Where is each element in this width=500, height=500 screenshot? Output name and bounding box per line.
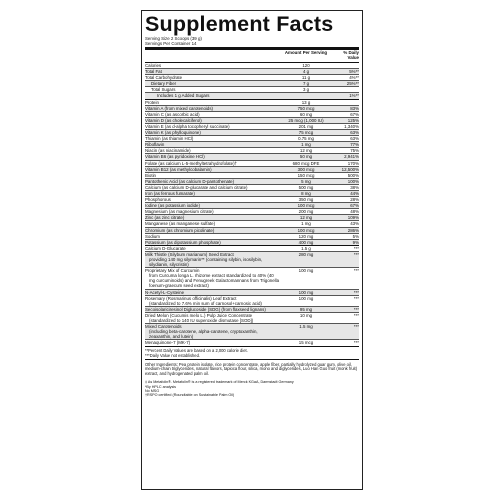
amount-per-serving: 280 mg xyxy=(298,251,314,257)
amount-per-serving: 100 mcg xyxy=(297,203,315,209)
nutrient-row xyxy=(145,178,359,184)
nutrient-name xyxy=(145,185,281,190)
daily-value: 5% xyxy=(352,233,359,239)
daily-value: 83% xyxy=(350,105,359,111)
nutrient-row xyxy=(145,202,359,208)
nutrient-row xyxy=(145,92,359,98)
nutrient-row xyxy=(145,190,359,196)
daily-value: 43% xyxy=(350,221,359,227)
nutrient-row xyxy=(145,323,359,339)
amount-per-serving: 12 mg xyxy=(299,215,313,221)
daily-value: 286% xyxy=(347,227,359,233)
daily-value: 100% xyxy=(347,178,359,184)
nutrient-name xyxy=(145,106,281,111)
amount-per-serving: 300 mcg xyxy=(297,166,315,172)
nutrient-row xyxy=(145,63,359,68)
nutrient-name xyxy=(145,161,281,166)
amount-per-serving: 500 mg xyxy=(298,184,314,190)
nutrient-name xyxy=(145,124,281,129)
nutrient-label: Secoisolariciresinol Diglucoside (SDG) (from flaxseed lignans) xyxy=(145,306,266,312)
nutrient-label: Calcium D-Glucarate xyxy=(145,245,186,251)
nutrient-row xyxy=(145,312,359,323)
nutrient-name xyxy=(145,197,281,202)
nutrient-row xyxy=(145,196,359,202)
daily-value: 25%** xyxy=(346,81,359,87)
nutrient-name xyxy=(145,173,281,178)
nutrient-row xyxy=(145,267,359,288)
amount-per-serving: 100 mcg xyxy=(297,227,315,233)
nutrient-name xyxy=(145,75,281,80)
dv-header: % Daily Value xyxy=(343,50,359,61)
nutrient-row xyxy=(145,80,359,86)
nutrient-name xyxy=(145,221,281,226)
daily-value: 67% xyxy=(350,203,359,209)
nutrient-name xyxy=(145,296,281,306)
nutrient-row xyxy=(145,68,359,74)
nutrient-row xyxy=(145,160,359,166)
nutrient-row xyxy=(145,74,359,80)
column-header xyxy=(145,50,359,62)
amount-per-serving: 5 mg xyxy=(301,178,311,184)
nutrient-label: Manganese (as manganese sulfate) xyxy=(145,221,216,227)
nutrient-name xyxy=(145,63,281,68)
daily-value: 170% xyxy=(347,160,359,166)
nutrient-row xyxy=(145,111,359,117)
nutrient-label: Milk Thistle (Silybum marianum) Seed Extract xyxy=(145,251,234,257)
serving-size: Serving Size 2 Scoops (39 g) xyxy=(145,36,202,41)
daily-value: *** xyxy=(353,289,359,295)
nutrient-row xyxy=(145,172,359,178)
amount-per-serving: 13 g xyxy=(301,99,311,105)
nutrient-name xyxy=(145,142,281,147)
footnote: ***Daily Value not established. xyxy=(145,352,200,358)
nutrient-row xyxy=(145,100,359,105)
nutrient-name xyxy=(145,290,281,295)
amount-per-serving xyxy=(281,93,331,98)
supplement-facts-panel xyxy=(141,10,363,490)
amount-per-serving: 7 g xyxy=(302,81,310,87)
nutrient-row xyxy=(145,105,359,111)
nutrient-row xyxy=(145,227,359,233)
nutrient-row xyxy=(145,251,359,267)
nutrient-label: Chromium (as chromium picolinate) xyxy=(145,227,215,233)
nutrient-label: Vitamin K (as phylloquinone) xyxy=(145,130,201,136)
nutrient-row xyxy=(145,123,359,129)
nutrient-label: Includes 1 g Added Sugars xyxy=(157,93,210,99)
amount-per-serving: 12 mg xyxy=(299,148,313,154)
nutrient-name xyxy=(145,167,281,172)
nutrient-label: N-Acetyl-L-Cysteine xyxy=(145,289,185,295)
nutrient-label: Biotin xyxy=(145,172,156,178)
nutrient-name xyxy=(145,154,281,159)
nutrient-row xyxy=(145,129,359,135)
nutrient-row xyxy=(145,147,359,153)
daily-value: *** xyxy=(353,312,359,318)
amount-per-serving: 10 mg xyxy=(299,312,313,318)
nutrient-row xyxy=(145,184,359,190)
nutrient-row xyxy=(145,208,359,214)
nutrient-name xyxy=(145,209,281,214)
daily-value xyxy=(331,87,359,92)
nutrient-row xyxy=(145,295,359,306)
nutrient-label: Thiamin (as thiamin HCl) xyxy=(145,136,194,142)
nutrient-name xyxy=(145,179,281,184)
nutrient-row xyxy=(145,135,359,141)
amount-per-serving: 60 mg xyxy=(299,111,313,117)
nutrient-label: Sodium xyxy=(145,233,160,239)
nutrient-row xyxy=(145,220,359,226)
footnotes xyxy=(145,347,359,358)
nutrient-name xyxy=(145,81,281,86)
nutrient-name xyxy=(145,234,281,239)
daily-value: *** xyxy=(353,324,359,330)
nutrient-detail: (standardized to 7.6% min sum of carnosol+carnosic acid) xyxy=(149,300,262,306)
amount-per-serving: 75 mcg xyxy=(298,130,314,136)
nutrient-row xyxy=(145,306,359,312)
nutrient-name xyxy=(145,340,281,345)
amount-per-serving: 3 g xyxy=(302,87,310,93)
nutrient-label: Vitamin D (as cholecalciferol) xyxy=(145,117,202,123)
daily-value: 109% xyxy=(347,215,359,221)
other-ingredients: Other Ingredients: Pea protein isolate, rice protein concentrate, apple fiber, partially hydrolyzed guar gum, olive oil, medium-chain triglycerides, natural flavors, tapioca flour, silica, mono and diglycerides, Luo Han Guo fruit (monk fruit) extract, and hydrogenated palm oil. xyxy=(145,361,358,377)
nutrient-label: Total Fat xyxy=(145,69,162,75)
nutrient-name xyxy=(145,100,281,105)
nutrient-name xyxy=(145,118,281,123)
amount-header: Amount Per Serving xyxy=(284,50,328,56)
trademark-note: No MSG xyxy=(145,389,160,394)
nutrient-label: Menaquinone-7 (MK-7) xyxy=(145,340,191,346)
nutrient-detail: from Curcuma longa L. rhizome extract standardized to 40% (40 mg curcuminoids) and Fenugreek Galactomannans from Trigonella foenum-graecum seed extract) xyxy=(149,273,280,289)
daily-value xyxy=(331,100,359,105)
amount-per-serving: 0.75 mg xyxy=(298,136,314,142)
nutrient-row xyxy=(145,214,359,220)
amount-per-serving: 350 mg xyxy=(298,197,314,203)
nutrient-row xyxy=(145,86,359,92)
daily-value: 125% xyxy=(347,117,359,123)
amount-per-serving: 120 mg xyxy=(298,233,314,239)
nutrient-label: Vitamin B6 (as pyridoxine HCl) xyxy=(145,154,205,160)
daily-value: *** xyxy=(353,251,359,257)
nutrient-label: Riboflavin xyxy=(145,142,165,148)
amount-per-serving: 100 mg xyxy=(298,289,314,295)
nutrient-label: Potassium (as dipotassium phosphate) xyxy=(145,239,221,245)
nutrient-label: Vitamin C (as ascorbic acid) xyxy=(145,111,200,117)
footnote-rule xyxy=(145,359,359,360)
nutrient-name xyxy=(145,93,281,98)
nutrient-row xyxy=(145,289,359,295)
daily-value: 12,500% xyxy=(341,166,359,172)
amount-per-serving: 680 mcg DFE xyxy=(292,160,320,166)
nutrient-name xyxy=(145,324,281,339)
nutrient-detail: providing 140 mg silymarin** (containing silybin, isosilybin, silydianin, silycristin) xyxy=(149,257,263,268)
nutrient-table xyxy=(145,63,359,346)
daily-value: 44% xyxy=(350,190,359,196)
daily-value: *** xyxy=(353,245,359,251)
nutrient-name xyxy=(145,130,281,135)
nutrient-row xyxy=(145,141,359,147)
footnote: **Percent Daily Values are based on a 2,000 calorie diet. xyxy=(145,347,248,353)
daily-value xyxy=(331,63,359,68)
amount-per-serving: 750 mcg xyxy=(297,105,315,111)
nutrient-label: Magnesium (as magnesium citrate) xyxy=(145,209,214,215)
nutrient-row xyxy=(145,117,359,123)
nutrient-name xyxy=(145,191,281,196)
nutrient-name xyxy=(145,136,281,141)
daily-value: 63% xyxy=(350,130,359,136)
daily-value: 28% xyxy=(350,197,359,203)
daily-value: 1,340% xyxy=(344,123,359,129)
daily-value: *** xyxy=(353,340,359,346)
amount-per-serving: 1 mg xyxy=(301,142,311,148)
daily-value: 4%** xyxy=(349,75,359,81)
nutrient-detail: (including beta-carotene, alpha-carotene, cryptoxanthin, zeaxanthin, and lutein) xyxy=(149,329,258,340)
amount-per-serving: 11 g xyxy=(301,75,311,81)
nutrient-label: Phosphorous xyxy=(145,197,171,203)
nutrient-row xyxy=(145,153,359,159)
trademark-note: †RSPO certified (Roundtable on Sustainable Palm Oil) xyxy=(145,393,235,398)
nutrient-label: Rosemary (Rosmarinus officinalis) Leaf Extract xyxy=(145,295,237,301)
amount-per-serving: 200 mg xyxy=(298,209,314,215)
nutrient-label: Calories xyxy=(145,63,162,68)
daily-value: 5%** xyxy=(349,69,359,75)
nutrient-name xyxy=(145,307,281,312)
amount-per-serving: 4 g xyxy=(302,69,310,75)
nutrient-label: Niacin (as niacinamide) xyxy=(145,148,191,154)
amount-per-serving: 1.5 mg xyxy=(299,324,313,330)
daily-value: 38% xyxy=(350,184,359,190)
nutrient-row xyxy=(145,339,359,345)
nutrient-label: Mixed Carotenoids xyxy=(145,324,182,330)
amount-per-serving: 150 mcg xyxy=(297,172,315,178)
nutrient-row xyxy=(145,246,359,251)
amount-per-serving: 15 mcg xyxy=(298,340,314,346)
daily-value: 77% xyxy=(350,142,359,148)
nutrient-name xyxy=(145,228,281,233)
nutrient-label: Vitamin A (from mixed carotenoids) xyxy=(145,105,214,111)
amount-per-serving: 8 mg xyxy=(301,190,311,196)
nutrient-label: Iodine (as potassium iodide) xyxy=(145,203,200,209)
nutrient-label: Pantothenic Acid (as calcium D-pantothenate) xyxy=(145,178,235,184)
servings-per-container: Servings Per Container 14 xyxy=(145,41,197,47)
nutrient-name xyxy=(145,215,281,220)
nutrient-label: Iron (as ferrous fumarate) xyxy=(145,190,195,196)
nutrient-name xyxy=(145,313,281,323)
nutrient-name xyxy=(145,112,281,117)
amount-per-serving: 1 mg xyxy=(301,221,311,227)
nutrient-label: Proprietary Mix of Curcumin xyxy=(145,268,200,274)
nutrient-label: Total Carbohydrate xyxy=(145,75,183,81)
nutrient-label: Dried Melon (Cucumis melo L.) Pulp Juice Concentrate xyxy=(145,312,253,318)
nutrient-label: Vitamin B12 (as methylcobalamin) xyxy=(145,166,212,172)
panel-title: Supplement Facts xyxy=(145,12,334,36)
nutrient-label: Vitamin E (as d-alpha tocopheryl succinate) xyxy=(145,123,230,129)
daily-value: 9% xyxy=(352,239,359,245)
amount-per-serving: 120 xyxy=(302,63,310,68)
daily-value: 2,941% xyxy=(344,154,359,160)
trademark-notes xyxy=(145,380,359,398)
nutrient-name xyxy=(145,203,281,208)
daily-value: 500% xyxy=(347,172,359,178)
nutrient-row xyxy=(145,239,359,245)
nutrient-row xyxy=(145,233,359,239)
nutrient-name xyxy=(145,87,281,92)
daily-value: 1%** xyxy=(349,93,359,99)
amount-per-serving: 50 mg xyxy=(299,154,313,160)
nutrient-name xyxy=(145,69,281,74)
nutrient-label: Zinc (as zinc citrate) xyxy=(145,215,185,221)
daily-value: 75% xyxy=(350,148,359,154)
nutrient-name xyxy=(145,240,281,245)
nutrient-name xyxy=(145,246,281,251)
nutrient-name xyxy=(145,268,281,288)
nutrient-label: Total Sugars xyxy=(151,87,176,93)
amount-per-serving: 25 mcg (1,000 IU) xyxy=(288,117,324,123)
amount-per-serving: 100 mg xyxy=(298,295,314,301)
nutrient-label: Folate (as calcium L-5-methyltetrahydrofolate)† xyxy=(145,160,237,166)
nutrient-label: Dietary Fiber xyxy=(151,81,177,87)
nutrient-name xyxy=(145,252,281,267)
amount-per-serving: 1.5 g xyxy=(301,245,311,251)
nutrient-row xyxy=(145,166,359,172)
trademark-note: ‡ As Metafolin®. Metafolin® is a registered trademark of Merck KGaA, Darmstadt Germany xyxy=(145,380,294,385)
trademark-note: *By HPLC analysis xyxy=(145,384,176,389)
daily-value: *** xyxy=(353,306,359,312)
amount-per-serving: 201 mg xyxy=(298,123,314,129)
amount-per-serving: 400 mg xyxy=(298,239,314,245)
daily-value: 48% xyxy=(350,209,359,215)
daily-value: *** xyxy=(353,268,359,274)
daily-value: *** xyxy=(353,295,359,301)
amount-per-serving: 95 mg xyxy=(299,306,313,312)
daily-value: 67% xyxy=(350,111,359,117)
amount-per-serving: 100 mg xyxy=(298,268,314,274)
daily-value: 63% xyxy=(350,136,359,142)
nutrient-name xyxy=(145,148,281,153)
nutrient-detail: (standardized to 140 IU superoxide dismutase [SOD]) xyxy=(149,318,254,324)
nutrient-label: Protein xyxy=(145,99,159,105)
nutrient-label: Calcium (as calcium D-glucarate and calcium citrate) xyxy=(145,184,248,190)
